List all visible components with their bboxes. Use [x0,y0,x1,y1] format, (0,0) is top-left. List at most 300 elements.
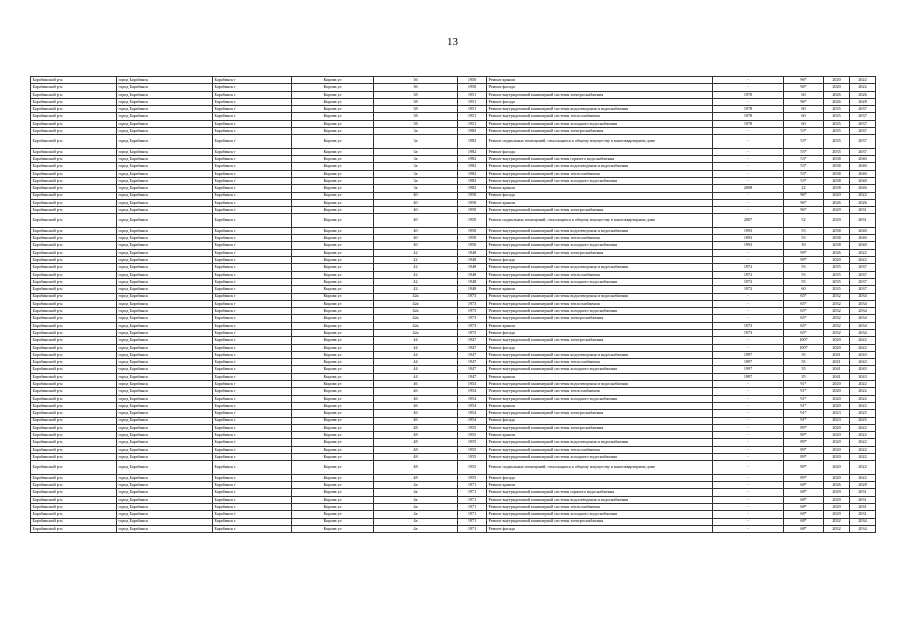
table-cell: 68* [784,511,824,518]
table-row [31,120,876,127]
table-cell: 3а [374,185,458,192]
table-cell: Ремонт внутридомовой инженерной системы водоотведения и водоснабжения [487,163,713,170]
table-cell: Кирова ул [292,156,374,163]
table-row [31,128,876,135]
table-cell: - [713,135,784,148]
table-cell: 55 [784,264,824,271]
table-cell: Ремонт крыши [487,482,713,489]
table-cell: Барабинск г [213,474,292,481]
table-cell: 89* [784,446,824,453]
table-cell: 1982 [458,135,487,148]
table-cell: Ремонт фасада [487,84,713,91]
table-cell: Барабинский р-н [31,156,117,163]
table-cell: 2020 [824,337,850,344]
table-cell: город Барабинск [117,454,213,461]
table-cell: 3а [374,128,458,135]
table-row [31,474,876,481]
table-cell: Барабинск г [213,424,292,431]
table-cell: 52 [784,214,824,227]
table-cell: город Барабинск [117,106,213,113]
table-row [31,432,876,439]
table-cell: - [713,410,784,417]
table-row [31,308,876,315]
table-cell: 1972 [713,271,784,278]
table-cell: Барабинск г [213,300,292,307]
table-cell: Кирова ул [292,359,374,366]
table-cell: 2034 [850,329,876,336]
table-cell: Кирова ул [292,177,374,184]
table-cell: 40 [374,207,458,214]
table-cell: 44 [374,351,458,358]
table-cell: - [713,518,784,525]
table-cell: - [713,293,784,300]
table-cell: 1971 [458,496,487,503]
table-cell: 1954 [458,395,487,402]
table-cell: 2035 [824,286,850,293]
table-cell: - [713,98,784,105]
table-cell: Кирова ул [292,525,374,532]
table-cell: Барабинский р-н [31,322,117,329]
table-cell: 96* [784,84,824,91]
table-cell: 1982 [458,177,487,184]
table-cell: 1947 [458,337,487,344]
table-cell: город Барабинск [117,461,213,474]
table-cell: 42а [374,293,458,300]
table-cell: 2035 [824,135,850,148]
table-cell: 2020 [824,192,850,199]
table-cell: Кирова ул [292,381,374,388]
table-cell: Барабинск г [213,257,292,264]
table-cell: Кирова ул [292,322,374,329]
table-cell: Кирова ул [292,257,374,264]
table-cell: Барабинский р-н [31,249,117,256]
table-cell: Барабинск г [213,322,292,329]
table-row [31,113,876,120]
table-cell: 48 [374,439,458,446]
table-cell: Ремонт крыши [487,77,713,84]
table-cell: Барабинск г [213,503,292,510]
table-cell: Ремонт подвальных помещений, относящихся к общему имуществу в многоквартирном доме [487,214,713,227]
table-cell: Барабинский р-н [31,177,117,184]
table-cell: 42 [374,271,458,278]
table-cell: - [713,446,784,453]
table-cell: 1951 [458,106,487,113]
table-cell: Ремонт фасада [487,192,713,199]
table-cell: Барабинск г [213,315,292,322]
table-cell: 2031 [850,207,876,214]
table-cell: - [713,308,784,315]
table-cell: 2038 [824,156,850,163]
table-cell: 65* [784,322,824,329]
table-cell: Барабинск г [213,264,292,271]
table-cell: город Барабинск [117,293,213,300]
table-cell: 65* [784,315,824,322]
table-cell: 2040 [850,235,876,242]
table-cell: город Барабинск [117,410,213,417]
table-cell: 1950 [458,77,487,84]
table-cell: город Барабинск [117,322,213,329]
table-cell: Барабинск г [213,170,292,177]
table-cell: 2022 [850,192,876,199]
table-cell: 2023 [824,417,850,424]
table-cell: 91* [784,395,824,402]
table-cell: 96* [784,192,824,199]
table-cell: 96* [784,77,824,84]
table-cell: - [713,511,784,518]
table-cell: 55 [784,271,824,278]
table-row [31,177,876,184]
table-cell: Барабинский р-н [31,454,117,461]
table-cell: 4а [374,503,458,510]
table-row [31,461,876,474]
table-cell: 2022 [850,77,876,84]
table-cell: Ремонт внутридомовой инженерной системы водоотведения и водоснабжения [487,227,713,234]
table-cell: 2041 [824,366,850,373]
table-cell: 48 [374,454,458,461]
table-cell: 44 [374,366,458,373]
table-cell: Ремонт крыши [487,199,713,206]
table-cell: 53* [784,163,824,170]
table-cell: 2035 [824,113,850,120]
table-cell: - [713,207,784,214]
table-cell: - [713,402,784,409]
table-cell: Барабинский р-н [31,439,117,446]
table-cell: Ремонт внутридомовой инженерной системы теплоснабжения [487,271,713,278]
table-cell: Кирова ул [292,106,374,113]
table-cell: 2032 [824,300,850,307]
table-cell: город Барабинск [117,402,213,409]
table-cell: 96* [784,199,824,206]
table-cell: - [713,199,784,206]
table-cell: 1972 [713,264,784,271]
table-cell: 35 [784,359,824,366]
table-cell: Кирова ул [292,192,374,199]
table-cell: - [713,432,784,439]
table-cell: Кирова ул [292,148,374,155]
table-cell: Барабинск г [213,156,292,163]
table-cell: 1997 [713,373,784,380]
table-cell: 4а [374,489,458,496]
table-cell: Кирова ул [292,308,374,315]
table-row [31,257,876,264]
table-cell: Барабинский р-н [31,395,117,402]
table-cell: 96* [784,207,824,214]
table-row [31,381,876,388]
table-row [31,227,876,234]
table-cell: Кирова ул [292,439,374,446]
table-cell: 46 [374,402,458,409]
table-cell: 35 [784,373,824,380]
table-cell: 46 [374,388,458,395]
table-cell: Барабинский р-н [31,120,117,127]
table-cell: Барабинск г [213,525,292,532]
table-cell: 2031 [850,503,876,510]
table-cell: Барабинск г [213,329,292,336]
table-cell: 2040 [850,170,876,177]
table-cell: Барабинский р-н [31,496,117,503]
table-cell: - [713,344,784,351]
table-cell: 2034 [850,300,876,307]
table-cell: Барабинский р-н [31,474,117,481]
table-cell: 2023 [824,410,850,417]
table-row [31,199,876,206]
table-cell: Кирова ул [292,461,374,474]
table-cell: 2022 [850,446,876,453]
table-row [31,439,876,446]
table-cell: Кирова ул [292,135,374,148]
table-cell: Барабинск г [213,388,292,395]
table-cell: - [713,381,784,388]
table-cell: 46 [374,381,458,388]
table-cell: 1948 [458,249,487,256]
table-row [31,359,876,366]
table-cell: 99* [784,249,824,256]
table-cell: 1948 [458,271,487,278]
table-cell: 1972 [713,278,784,285]
table-cell: 1955 [458,446,487,453]
table-row [31,148,876,155]
table-cell: Барабинск г [213,192,292,199]
table-cell: Барабинск г [213,98,292,105]
table-cell: Ремонт внутридомовой инженерной системы водоотведения и водоснабжения [487,381,713,388]
table-cell: Барабинский р-н [31,315,117,322]
table-cell: 2037 [850,120,876,127]
table-cell: 1973 [458,293,487,300]
table-cell: 55 [784,278,824,285]
table-cell: 2020 [824,257,850,264]
table-cell: 2025 [850,410,876,417]
table-cell: Барабинский р-н [31,489,117,496]
table-cell: 1982 [458,185,487,192]
table-cell: 40 [374,235,458,242]
table-cell: 38 [374,113,458,120]
table-cell: Ремонт внутридомовой инженерной системы электроснабжения [487,128,713,135]
table-cell: Барабинск г [213,402,292,409]
table-cell: 2022 [850,388,876,395]
table-cell: Ремонт крыши [487,373,713,380]
table-cell: 3а [374,163,458,170]
table-cell: город Барабинск [117,113,213,120]
table-cell: 2022 [850,439,876,446]
table-cell: Кирова ул [292,351,374,358]
table-row [31,417,876,424]
table-cell: 2020 [824,424,850,431]
table-cell: 2032 [824,315,850,322]
table-cell: Барабинск г [213,128,292,135]
table-cell: 68* [784,489,824,496]
table-cell: 42а [374,315,458,322]
table-cell: 2040 [850,227,876,234]
table-cell: 2038 [824,185,850,192]
table-cell: Барабинск г [213,359,292,366]
table-cell: Барабинский р-н [31,525,117,532]
table-cell: 2022 [850,461,876,474]
table-cell: 48 [374,432,458,439]
table-cell: 2037 [850,135,876,148]
table-cell: город Барабинск [117,503,213,510]
table-row [31,373,876,380]
table-cell: 1993 [713,242,784,249]
table-cell: 65* [784,308,824,315]
table-cell: - [713,148,784,155]
table-cell: Ремонт внутридомовой инженерной системы горячего водоснабжения [487,489,713,496]
table-cell: 40 [374,199,458,206]
table-cell: 1947 [458,359,487,366]
table-cell: 89* [784,461,824,474]
table-cell: 96* [784,98,824,105]
table-row [31,496,876,503]
table-cell: 1971 [458,518,487,525]
table-cell: Барабинский р-н [31,359,117,366]
table-cell: Ремонт внутридомовой инженерной системы теплоснабжения [487,446,713,453]
table-cell: Ремонт внутридомовой инженерной системы холодного водоснабжения [487,120,713,127]
table-cell: Ремонт внутридомовой инженерной системы холодного водоснабжения [487,278,713,285]
table-cell: Барабинск г [213,84,292,91]
table-cell: 2035 [824,148,850,155]
table-cell: город Барабинск [117,177,213,184]
table-cell: 1982 [458,156,487,163]
table-cell: Барабинск г [213,454,292,461]
table-cell: 89* [784,432,824,439]
table-cell: 1950 [458,192,487,199]
table-cell: город Барабинск [117,170,213,177]
table-cell: город Барабинск [117,366,213,373]
table-cell: город Барабинск [117,120,213,127]
table-cell: 2026 [824,199,850,206]
table-cell: 1973 [713,329,784,336]
table-cell: город Барабинск [117,300,213,307]
table-cell: Барабинск г [213,410,292,417]
table-cell: - [713,249,784,256]
table-cell: 2020 [824,439,850,446]
table-cell: 91* [784,402,824,409]
table-cell: 68* [784,525,824,532]
table-cell: город Барабинск [117,351,213,358]
table-cell: Кирова ул [292,482,374,489]
table-cell: 40 [374,214,458,227]
table-cell: Барабинский р-н [31,278,117,285]
table-cell: 2034 [850,315,876,322]
table-cell: 48 [374,446,458,453]
table-cell: Ремонт фасада [487,344,713,351]
table-cell: 2020 [824,474,850,481]
table-cell: Барабинский р-н [31,235,117,242]
table-cell: 2032 [824,293,850,300]
table-cell: город Барабинск [117,344,213,351]
table-cell: Барабинский р-н [31,271,117,278]
table-cell: Барабинский р-н [31,135,117,148]
table-cell: 36 [374,77,458,84]
table-cell: Барабинск г [213,199,292,206]
table-cell: Барабинск г [213,293,292,300]
table-row [31,454,876,461]
table-cell: Кирова ул [292,315,374,322]
table-cell: 2035 [824,278,850,285]
table-cell: Кирова ул [292,446,374,453]
table-cell: Барабинск г [213,91,292,98]
table-cell: 2022 [850,84,876,91]
table-cell: город Барабинск [117,214,213,227]
table-cell: Барабинск г [213,135,292,148]
table-cell: 2020 [824,77,850,84]
table-cell: 1973 [713,322,784,329]
table-cell: Кирова ул [292,278,374,285]
table-cell: Ремонт внутридомовой инженерной системы электроснабжения [487,518,713,525]
table-cell: 1978 [713,106,784,113]
table-cell: Барабинский р-н [31,337,117,344]
table-cell: 2020 [824,381,850,388]
table-cell: - [713,177,784,184]
table-cell: 2020 [824,402,850,409]
table-row [31,235,876,242]
table-cell: 2043 [850,373,876,380]
table-cell: Ремонт внутридомовой инженерной системы электроснабжения [487,249,713,256]
table-cell: Барабинск г [213,344,292,351]
table-cell: 2038 [824,242,850,249]
table-cell: город Барабинск [117,77,213,84]
table-cell: 42 [374,249,458,256]
table-cell: Кирова ул [292,432,374,439]
table-row [31,293,876,300]
table-cell: город Барабинск [117,496,213,503]
table-cell: - [713,128,784,135]
table-cell: 2026 [824,98,850,105]
table-cell: 2026 [824,249,850,256]
table-cell: Барабинский р-н [31,199,117,206]
table-cell: Кирова ул [292,77,374,84]
table-cell: Барабинск г [213,366,292,373]
table-row [31,337,876,344]
table-cell: Ремонт внутридомовой инженерной системы холодного водоснабжения [487,366,713,373]
table-cell: - [713,163,784,170]
table-cell: Ремонт внутридомовой инженерной системы теплоснабжения [487,388,713,395]
table-cell: город Барабинск [117,518,213,525]
table-cell: город Барабинск [117,84,213,91]
table-cell: Кирова ул [292,242,374,249]
table-cell: Ремонт внутридомовой инженерной системы теплоснабжения [487,503,713,510]
table-cell: 1954 [458,410,487,417]
table-cell: Барабинск г [213,439,292,446]
table-cell: 2043 [850,366,876,373]
table-cell: 2020 [824,446,850,453]
table-cell: Барабинск г [213,286,292,293]
table-cell: 2022 [850,249,876,256]
table-cell: 2032 [824,525,850,532]
table-cell: 38 [374,120,458,127]
table-cell: 42 [374,264,458,271]
table-cell: Кирова ул [292,474,374,481]
table-cell: Барабинск г [213,482,292,489]
table-cell: Барабинский р-н [31,410,117,417]
table-cell: 2029 [824,511,850,518]
table-cell: 53* [784,128,824,135]
table-cell: 1951 [458,120,487,127]
table-cell: Кирова ул [292,373,374,380]
table-row [31,366,876,373]
table-row [31,98,876,105]
table-cell: 2031 [850,489,876,496]
table-cell: 2043 [850,359,876,366]
table-cell: Кирова ул [292,388,374,395]
table-row [31,315,876,322]
table-cell: Ремонт фасада [487,417,713,424]
table-cell: 2041 [824,373,850,380]
table-cell: Барабинский р-н [31,77,117,84]
table-cell: город Барабинск [117,482,213,489]
table-cell: город Барабинск [117,257,213,264]
table-cell: Ремонт внутридомовой инженерной системы электроснабжения [487,315,713,322]
table-cell: город Барабинск [117,271,213,278]
